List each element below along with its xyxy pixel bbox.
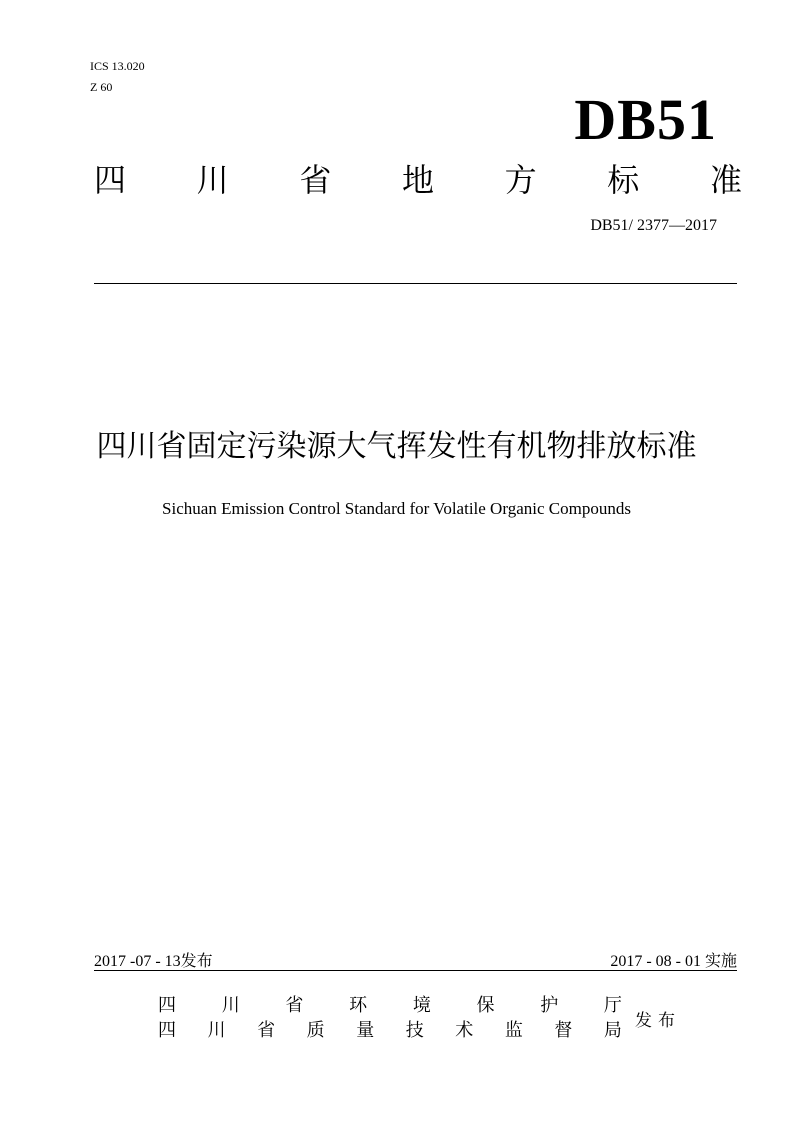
standard-type-char: 川 [196,161,229,199]
issuer-char: 省 [257,1020,276,1041]
issuer-char: 监 [504,1020,523,1041]
standard-type-char: 地 [401,161,434,199]
issuer-quality-bureau [158,1019,622,1043]
standard-code: DB51 [574,87,717,152]
implement-date: 2017 - 08 - 01 [610,953,701,970]
publish-label: 发布 [180,951,213,970]
issuer-char: 局 [603,1020,622,1041]
standard-type-char: 四 [94,161,127,199]
top-divider [94,283,737,284]
issuer-char: 省 [285,995,304,1016]
issuer-char: 术 [455,1020,474,1041]
implement-label: 实施 [704,951,737,970]
issuer-environment-department [158,994,622,1018]
standard-type [94,160,742,200]
title-english: Sichuan Emission Control Standard for Volatile Organic Compounds [162,499,631,518]
standard-type-char: 方 [504,161,537,199]
issued-label: 发布 [635,1011,681,1031]
issuer-char: 境 [412,995,431,1016]
standard-type-char: 省 [299,161,332,199]
issuer-char: 督 [554,1020,573,1041]
issuer-char: 厅 [603,995,622,1016]
issuer-char: 四 [158,995,176,1016]
issuer-char: 护 [540,995,559,1016]
classification-number: Z 60 [90,80,113,94]
ics-number: ICS 13.020 [90,59,145,73]
issuer-char: 川 [207,1020,226,1041]
issuer-char: 技 [405,1020,424,1041]
issuer-char: 环 [349,995,368,1016]
issuer-char: 质 [306,1020,325,1041]
issuer-char: 四 [158,1020,176,1041]
issuer-char: 川 [221,995,240,1016]
title-chinese: 四川省固定污染源大气挥发性有机物排放标准 [96,429,697,464]
publish-date: 2017 -07 - 13 [94,953,181,970]
standard-type-char: 标 [607,161,640,199]
issuer-char: 保 [476,995,495,1016]
issuer-char: 量 [356,1020,375,1041]
bottom-divider [94,970,737,971]
standard-type-char: 准 [709,161,742,199]
standard-number: DB51/ 2377—2017 [590,217,717,234]
